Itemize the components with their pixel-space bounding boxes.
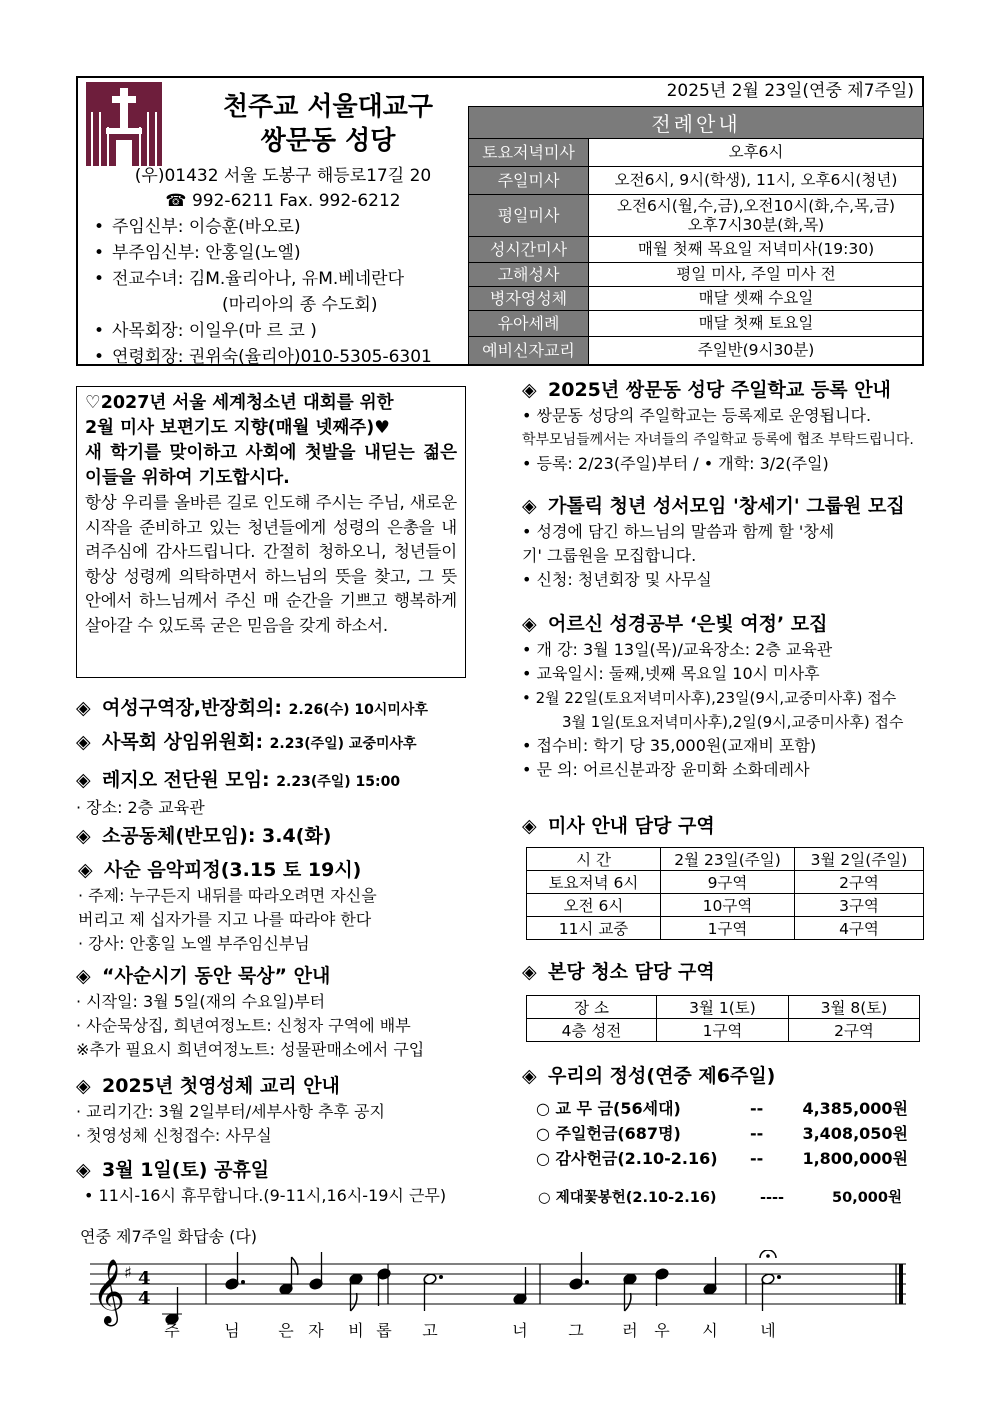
notice-line: • 접수비: 학기 당 35,000원(교재비 포함) <box>522 736 817 755</box>
notice-line: · 장소: 2층 교육관 <box>76 798 205 817</box>
parish-name: 쌍문동 성당 <box>260 126 396 156</box>
notice-line: • 교육일시: 둘째,넷째 목요일 10시 미사후 <box>522 664 820 683</box>
bulletin-date: 2025년 2월 23일(연중 제7주일) <box>666 81 914 101</box>
liturgy-key: 병자영성체 <box>469 287 589 311</box>
notice-title: 2025년 쌍문동 성당 주일학교 등록 안내 <box>548 379 891 401</box>
notice-title: 미사 안내 담당 구역 <box>548 815 715 837</box>
liturgy-key: 성시간미사 <box>469 237 589 263</box>
note-dot <box>777 1275 781 1279</box>
table-cell: 2구역 <box>795 871 924 894</box>
bulletin-header <box>76 76 924 366</box>
psalm-score <box>90 1250 910 1350</box>
notice-title: 사목회 상임위원회: <box>102 731 264 753</box>
lyric-syllable: 우 <box>654 1321 670 1340</box>
staff-item: • 주임신부: 이승훈(바오로) <box>94 214 474 240</box>
notice-line: 기' 그룹원을 모집합니다. <box>522 546 697 565</box>
cleaning-section <box>522 958 715 986</box>
time-sig-bottom: 4 <box>138 1288 151 1309</box>
lyric-syllable: 고 <box>422 1321 438 1340</box>
diamond-icon: ◈ <box>522 1065 537 1087</box>
lyric-syllable: 그 <box>568 1321 584 1340</box>
lyric-syllable: 롭 <box>376 1321 392 1340</box>
notice-line: • 신청: 청년회장 및 사무실 <box>522 570 712 589</box>
offering-dash: -- <box>750 1124 764 1143</box>
liturgy-value: 오후6시 <box>589 139 924 167</box>
lyric-syllable: 네 <box>760 1321 776 1340</box>
flower-offering <box>538 1186 902 1211</box>
diamond-icon: ◈ <box>76 1159 91 1181</box>
notice-elderly-bible <box>522 610 903 782</box>
notice-holiday <box>76 1156 446 1208</box>
diamond-icon: ◈ <box>522 495 537 517</box>
diamond-icon: ◈ <box>78 859 93 881</box>
treble-clef-icon: 𝄞 <box>92 1259 126 1324</box>
offering-dash: -- <box>750 1099 764 1118</box>
liturgy-key: 주일미사 <box>469 167 589 195</box>
table-cell: 1구역 <box>657 1019 789 1042</box>
diamond-icon: ◈ <box>76 697 91 719</box>
notice-title: 우리의 정성(연중 제6주일) <box>548 1065 776 1087</box>
mass-guide-section <box>522 812 715 840</box>
table-cell: 오전 6시 <box>527 894 661 917</box>
notice-sunday-school <box>522 376 914 476</box>
offering-amount: 50,000원 <box>832 1190 902 1206</box>
contact-info <box>88 164 478 214</box>
diamond-icon: ◈ <box>76 769 91 791</box>
church-title <box>178 90 478 158</box>
offering-name: ○ 주일헌금(687명) <box>536 1124 681 1143</box>
liturgy-key: 유아세례 <box>469 311 589 337</box>
diamond-icon: ◈ <box>76 1075 91 1097</box>
lyric-syllable: 너 <box>512 1321 528 1340</box>
note-dot <box>585 1280 589 1284</box>
offering-name: ○ 제대꽃봉헌(2.10-2.16) <box>538 1190 717 1206</box>
notice-line: • 11시-16시 휴무합니다.(9-11시,16시-19시 근무) <box>84 1186 447 1205</box>
notice-line: • 성경에 담긴 하느님의 말씀과 함께 할 '창세 <box>522 522 835 541</box>
liturgy-key: 고해성사 <box>469 263 589 287</box>
offering-list <box>536 1096 908 1171</box>
table-cell: 9구역 <box>661 871 795 894</box>
offering-row <box>536 1096 908 1121</box>
notice-first-communion <box>76 1072 385 1148</box>
notice-small-community <box>76 822 331 850</box>
diocese-name: 천주교 서울대교구 <box>223 92 433 122</box>
notice-line: · 첫영성체 신청접수: 사무실 <box>76 1126 272 1145</box>
notice-line: · 사순묵상집, 희년여정노트: 신청자 구역에 배부 <box>76 1016 411 1035</box>
offering-dash: ---- <box>760 1190 785 1206</box>
offering-row <box>538 1186 902 1211</box>
sharp-icon: ♯ <box>124 1263 132 1282</box>
address: (우)01432 서울 도봉구 해등로17길 20 <box>134 166 432 186</box>
table-header: 2월 23일(주일) <box>661 848 795 871</box>
liturgy-value: 주일반(9시30분) <box>589 337 924 365</box>
notice-council <box>76 728 417 758</box>
notice-bible-group <box>522 492 905 592</box>
notice-detail: 2.23(주일) 15:00 <box>276 774 401 790</box>
notice-line: · 강사: 안홍일 노엘 부주임신부님 <box>78 934 310 953</box>
table-header: 시 간 <box>527 848 661 871</box>
notice-title: 가톨릭 청년 성서모임 '창세기' 그룹원 모집 <box>548 495 905 517</box>
table-header: 3월 2일(주일) <box>795 848 924 871</box>
notice-line: • 등록: 2/23(주일)부터 / • 개학: 3/2(주일) <box>522 454 829 473</box>
table-cell: 11시 교중 <box>527 917 661 940</box>
staff-item: • 전교수녀: 김M.율리아나, 유M.베네란다 <box>94 266 474 292</box>
notice-lent-meditation <box>76 962 424 1062</box>
weekday-mass-line2: 오후7시30분(화,목) <box>687 215 825 234</box>
diamond-icon: ◈ <box>76 965 91 987</box>
notice-title: 여성구역장,반장회의: <box>102 697 283 719</box>
diamond-icon: ◈ <box>522 379 537 401</box>
table-cell: 10구역 <box>661 894 795 917</box>
table-header: 장 소 <box>527 996 657 1019</box>
mass-guide-table <box>526 847 924 940</box>
liturgy-key: 평일미사 <box>469 195 589 237</box>
liturgy-value: 매월 첫째 목요일 저녁미사(19:30) <box>589 237 924 263</box>
liturgy-value: 오전6시, 9시(학생), 11시, 오후6시(청년) <box>589 167 924 195</box>
offering-name: ○ 감사헌금(2.10-2.16) <box>536 1149 718 1168</box>
table-row <box>527 894 924 917</box>
offering-row <box>536 1121 908 1146</box>
notice-line: · 교리기간: 3월 2일부터/세부사항 추후 공지 <box>76 1102 385 1121</box>
table-cell: 4구역 <box>795 917 924 940</box>
staff-item: (마리아의 종 수도회) <box>222 295 378 315</box>
notice-title: 어르신 성경공부 ‘은빛 여정’ 모집 <box>548 613 828 635</box>
offering-name: ○ 교 무 금(56세대) <box>536 1099 681 1118</box>
liturgy-key: 예비신자교리 <box>469 337 589 365</box>
notice-line: 학부모님들께서는 자녀들의 주일학교 등록에 협조 부탁드립니다. <box>522 432 914 448</box>
notice-line: • 2월 22일(토요저녁미사후),23일(9시,교중미사후) 접수 <box>522 689 897 707</box>
note-dot <box>439 1275 443 1279</box>
liturgy-value: 매달 첫째 토요일 <box>589 311 924 337</box>
staff-item: • 연령회장: 권위숙(율리아)010-5305-6301 <box>94 344 474 370</box>
notice-lent-retreat <box>78 856 377 956</box>
church-logo <box>86 82 162 166</box>
notice-title: 레지오 전단원 모임: <box>102 769 270 791</box>
note-flag <box>351 1293 357 1311</box>
table-cell: 3구역 <box>795 894 924 917</box>
staff-item: • 부주임신부: 안홍일(노엘) <box>94 240 474 266</box>
notice-title: 소공동체(반모임): 3.4(화) <box>102 825 332 847</box>
note-dot <box>241 1280 245 1284</box>
notice-title: 3월 1일(토) 공휴일 <box>102 1159 270 1181</box>
prayer-title: ♡2027년 서울 세계청소년 대회를 위한 <box>85 393 394 413</box>
notes <box>162 1250 781 1325</box>
diamond-icon: ◈ <box>522 815 537 837</box>
phone-fax: ☎ 992-6211 Fax. 992-6212 <box>165 191 401 211</box>
notice-line: · 주제: 누구든지 내뒤를 따라오려면 자신을 <box>78 886 377 905</box>
psalm-label: 연중 제7주일 화답송 (다) <box>80 1227 258 1246</box>
time-sig-top: 4 <box>138 1268 151 1289</box>
table-header: 3월 8(토) <box>789 996 920 1019</box>
diamond-icon: ◈ <box>522 613 537 635</box>
liturgy-value <box>589 195 924 237</box>
note-flag <box>625 1293 631 1311</box>
table-cell: 토요저녁 6시 <box>527 871 661 894</box>
table-row <box>527 917 924 940</box>
notice-title: 사순 음악피정(3.15 토 19시) <box>104 859 362 881</box>
notice-detail: 2.23(주일) 교중미사후 <box>269 736 417 752</box>
liturgy-value: 매달 셋째 수요일 <box>589 287 924 311</box>
offering-amount: 4,385,000원 <box>802 1099 908 1118</box>
prayer-body: 항상 우리를 올바른 길로 인도해 주시는 주님, 새로운 시작을 준비하고 있는 청년들에게 성령의 은총을 내려주심에 감사드립니다. 간절히 청하오니, 청년들이 항상 성령께 의탁하면서 하느님의 뜻을 찾고, 그 뜻 안에서 하느님께서 주신 매 순간을 기쁘고 행복하게 살아갈 수 있도록 굳은 믿음을 갖게 하소서. <box>85 493 457 635</box>
staff-lines <box>90 1264 906 1304</box>
offering-amount: 3,408,050원 <box>802 1124 908 1143</box>
table-cell: 4층 성전 <box>527 1019 657 1042</box>
lyric-syllable: 자 <box>308 1321 324 1340</box>
notice-line: ※추가 필요시 희년여정노트: 성물판매소에서 구입 <box>76 1040 425 1059</box>
prayer-subtitle: 2월 미사 보편기도 지향(매월 넷째주)♥ <box>85 418 390 438</box>
note-flag <box>292 1257 298 1275</box>
notice-womens-meeting <box>76 694 428 724</box>
notice-line: • 문 의: 어르신분과장 윤미화 소화데레사 <box>522 760 810 779</box>
notice-title: 본당 청소 담당 구역 <box>548 961 715 983</box>
staff-item: • 사목회장: 이일우(마 르 코 ) <box>94 318 474 344</box>
lyric-syllable: 비 <box>348 1321 364 1340</box>
staff-list <box>94 214 474 370</box>
liturgy-key: 토요저녁미사 <box>469 139 589 167</box>
offering-section <box>522 1062 775 1090</box>
diamond-icon: ◈ <box>76 825 91 847</box>
notice-title: “사순시기 동안 묵상” 안내 <box>102 965 331 987</box>
notice-line: · 시작일: 3월 5일(재의 수요일)부터 <box>76 992 326 1011</box>
lyric-syllable: 러 <box>622 1321 638 1340</box>
table-cell: 2구역 <box>789 1019 920 1042</box>
lyric-syllable: 은 <box>278 1321 294 1340</box>
offering-dash: -- <box>750 1149 764 1168</box>
liturgy-value: 평일 미사, 주일 미사 전 <box>589 263 924 287</box>
lyric-syllable: 주 <box>164 1321 180 1340</box>
notice-line: 3월 1일(토요저녁미사후),2일(9시,교중미사후) 접수 <box>562 713 904 731</box>
offering-amount: 1,800,000원 <box>802 1149 908 1168</box>
lyrics <box>164 1321 775 1340</box>
diamond-icon: ◈ <box>76 731 91 753</box>
liturgy-table <box>468 106 924 365</box>
notice-legio <box>76 766 400 820</box>
prayer-box <box>76 386 466 678</box>
weekday-mass-line1: 오전6시(월,수,금),오전10시(화,수,목,금) <box>617 196 895 215</box>
lyric-syllable: 시 <box>702 1321 718 1340</box>
cleaning-table <box>526 995 920 1042</box>
table-row <box>527 871 924 894</box>
diamond-icon: ◈ <box>522 961 537 983</box>
fermata-dot <box>766 1254 770 1258</box>
notice-detail: 2.26(수) 10시미사후 <box>288 702 428 718</box>
notice-line: • 쌍문동 성당의 주일학교는 등록제로 운영됩니다. <box>522 406 872 425</box>
lyric-syllable: 님 <box>224 1321 240 1340</box>
table-cell: 1구역 <box>661 917 795 940</box>
prayer-intention: 새 학기를 맞이하고 사회에 첫발을 내딛는 젊은이들을 위하여 기도합시다. <box>85 443 457 488</box>
notice-line: 버리고 제 십자가를 지고 나를 따라야 한다 <box>78 910 372 929</box>
liturgy-title: 전례안내 <box>469 107 924 139</box>
notice-title: 2025년 첫영성체 교리 안내 <box>102 1075 340 1097</box>
offering-row <box>536 1146 908 1171</box>
table-header: 3월 1(토) <box>657 996 789 1019</box>
notice-line: • 개 강: 3월 13일(목)/교육장소: 2층 교육관 <box>522 640 833 659</box>
table-row <box>527 1019 920 1042</box>
